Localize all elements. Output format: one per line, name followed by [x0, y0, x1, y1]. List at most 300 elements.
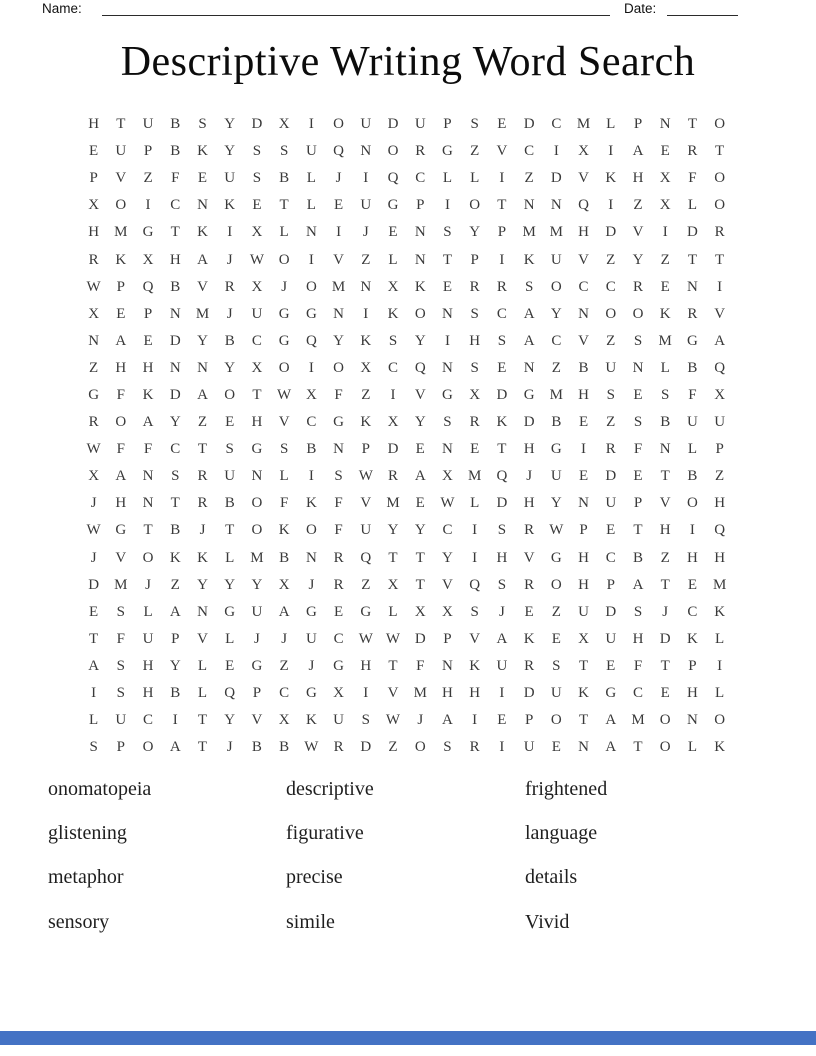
grid-letter: F [688, 386, 697, 403]
grid-letter: V [251, 712, 263, 729]
grid-letter: E [116, 305, 126, 322]
grid-letter: H [88, 116, 100, 133]
grid-letter: A [523, 305, 535, 322]
grid-letter: E [252, 197, 262, 214]
grid-letter: X [387, 278, 399, 295]
grid-letter: O [387, 143, 399, 160]
grid-letter: H [442, 685, 453, 702]
grid-letter: F [171, 170, 180, 187]
grid-letter: A [605, 712, 617, 729]
grid-letter: O [115, 414, 127, 431]
grid-letter: M [250, 549, 264, 566]
grid-letter: P [470, 251, 479, 268]
grid-letter: G [550, 441, 562, 458]
grid-letter: C [632, 685, 643, 702]
grid-letter: G [251, 657, 263, 674]
grid-letter: B [578, 359, 589, 376]
grid-letter: Z [361, 386, 371, 403]
grid-letter: M [549, 386, 563, 403]
grid-letter: M [576, 116, 591, 133]
grid-letter: I [472, 522, 478, 539]
grid-letter: W [549, 522, 564, 539]
grid-letter: V [197, 278, 208, 295]
grid-letter: A [442, 712, 453, 729]
grid-letter: N [197, 359, 208, 376]
grid-letter: U [605, 495, 617, 512]
grid-letter: P [633, 116, 643, 133]
grid-letter: G [605, 685, 617, 702]
grid-letter: X [578, 143, 589, 160]
grid-letter: S [116, 685, 125, 702]
word-item: precise [286, 866, 343, 889]
grid-letter: L [197, 685, 208, 702]
grid-letter: S [279, 441, 289, 458]
grid-letter: U [578, 603, 589, 620]
grid-letter: O [251, 495, 263, 512]
grid-letter: N [142, 495, 154, 512]
grid-letter: U [224, 468, 236, 485]
grid-letter: O [469, 197, 481, 214]
grid-letter: E [225, 657, 235, 674]
grid-letter: I [363, 305, 369, 322]
grid-letter: X [442, 603, 453, 620]
word-item: Vivid [525, 910, 570, 933]
grid-letter: L [470, 170, 480, 187]
grid-letter: P [443, 630, 452, 647]
grid-letter: R [714, 224, 725, 241]
grid-letter: B [687, 468, 698, 485]
grid-letter: I [363, 685, 369, 702]
grid-letter: H [578, 386, 589, 403]
grid-letter: C [578, 278, 589, 295]
grid-letter: L [388, 251, 398, 268]
grid-letter: N [414, 251, 426, 268]
grid-letter: G [523, 386, 535, 403]
grid-letter: H [632, 630, 644, 647]
grid-letter: T [197, 441, 208, 458]
grid-letter: D [523, 414, 535, 431]
grid-letter: D [496, 495, 508, 512]
grid-letter: Q [142, 278, 154, 295]
word-item: frightened [525, 777, 608, 800]
grid-letter: X [88, 305, 100, 322]
grid-letter: N [442, 441, 453, 458]
grid-letter: R [388, 468, 399, 485]
grid-letter: N [414, 224, 426, 241]
grid-letter: S [116, 657, 125, 674]
grid-letter: D [414, 630, 426, 647]
grid-letter: S [171, 468, 180, 485]
grid-letter: E [660, 278, 670, 295]
grid-letter: H [523, 441, 535, 458]
grid-letter: R [687, 143, 698, 160]
grid-letter: H [659, 522, 671, 539]
grid-letter: W [86, 278, 101, 295]
grid-letter: A [115, 468, 127, 485]
grid-letter: H [142, 685, 154, 702]
grid-letter: O [550, 278, 562, 295]
grid-letter: C [605, 278, 616, 295]
grid-letter: Z [143, 170, 153, 187]
grid-letter: N [169, 359, 181, 376]
grid-letter: I [308, 251, 314, 268]
grid-letter: J [498, 603, 505, 620]
grid-letter: Y [224, 143, 236, 160]
grid-letter: F [116, 386, 125, 403]
grid-letter: Q [714, 359, 726, 376]
grid-letter: M [631, 712, 645, 729]
grid-letter: H [88, 224, 100, 241]
grid-letter: P [252, 685, 262, 702]
grid-letter: Y [224, 712, 236, 729]
grid-letter: M [331, 278, 346, 295]
grid-letter: G [115, 522, 127, 539]
grid-letter: H [496, 549, 508, 566]
grid-letter: P [143, 143, 153, 160]
grid-letter: N [523, 197, 535, 214]
grid-letter: S [279, 143, 289, 160]
grid-letter: T [578, 712, 589, 729]
grid-letter: T [170, 224, 180, 241]
grid-letter: N [197, 603, 208, 620]
grid-letter: L [306, 170, 316, 187]
grid-letter: Z [470, 143, 480, 160]
grid-letter: E [606, 522, 616, 539]
grid-letter: H [632, 170, 644, 187]
grid-letter: P [89, 170, 98, 187]
grid-letter: C [143, 712, 154, 729]
grid-letter: S [470, 305, 479, 322]
grid-letter: B [279, 549, 290, 566]
grid-letter: D [523, 116, 535, 133]
grid-letter: U [305, 630, 317, 647]
grid-letter: M [386, 495, 400, 512]
grid-letter: J [281, 630, 288, 647]
grid-letter: H [115, 495, 127, 512]
grid-letter: N [442, 657, 453, 674]
grid-letter: E [497, 359, 507, 376]
word-item: figurative [286, 822, 364, 845]
grid-letter: F [116, 441, 125, 458]
grid-letter: W [358, 630, 373, 647]
grid-letter: Y [224, 116, 236, 133]
grid-letter: K [360, 332, 372, 349]
grid-letter: C [170, 441, 181, 458]
grid-letter: S [443, 739, 452, 756]
grid-letter: K [197, 549, 208, 566]
grid-letter: Z [89, 359, 99, 376]
grid-letter: Q [333, 143, 344, 160]
grid-letter: A [714, 332, 726, 349]
grid-letter: V [496, 143, 508, 160]
grid-letter: X [659, 170, 671, 187]
grid-letter: D [523, 685, 535, 702]
grid-letter: L [197, 657, 208, 674]
grid-letter: K [197, 143, 208, 160]
grid-letter: S [252, 170, 262, 187]
grid-letter: X [442, 468, 453, 485]
grid-letter: O [687, 495, 698, 512]
grid-letter: R [333, 576, 344, 593]
grid-letter: B [170, 522, 181, 539]
grid-letter: J [662, 603, 669, 620]
grid-letter: S [361, 712, 370, 729]
grid-letter: T [415, 576, 425, 593]
grid-letter: P [524, 712, 534, 729]
grid-letter: O [714, 197, 726, 214]
grid-letter: T [578, 657, 589, 674]
grid-letter: P [633, 495, 643, 512]
grid-letter: S [470, 116, 479, 133]
grid-letter: Q [496, 468, 508, 485]
grid-letter: K [659, 305, 671, 322]
grid-letter: Z [606, 332, 616, 349]
grid-letter: Q [360, 549, 372, 566]
grid-letter: I [91, 685, 97, 702]
grid-letter: C [442, 522, 453, 539]
grid-letter: P [361, 441, 370, 458]
grid-letter: E [687, 576, 697, 593]
grid-letter: P [116, 278, 125, 295]
grid-letter: G [305, 305, 317, 322]
grid-letter: V [414, 386, 426, 403]
grid-letter: N [333, 441, 344, 458]
grid-letter: H [469, 685, 481, 702]
grid-letter: R [197, 495, 208, 512]
grid-letter: E [633, 468, 643, 485]
grid-letter: D [687, 224, 698, 241]
grid-letter: A [523, 332, 535, 349]
grid-letter: K [523, 251, 535, 268]
grid-letter: E [606, 657, 616, 674]
grid-letter: E [225, 414, 235, 431]
grid-letter: R [469, 278, 480, 295]
grid-letter: K [578, 685, 589, 702]
date-label: Date: [624, 1, 657, 16]
grid-letter: D [169, 332, 181, 349]
grid-letter: Y [414, 522, 426, 539]
grid-letter: Y [469, 224, 481, 241]
grid-letter: B [632, 549, 643, 566]
grid-letter: N [197, 197, 208, 214]
grid-letter: K [142, 386, 154, 403]
grid-letter: F [633, 657, 643, 674]
grid-letter: L [687, 441, 697, 458]
grid-letter: H [578, 549, 589, 566]
grid-letter: R [524, 576, 535, 593]
grid-letter: K [414, 278, 426, 295]
grid-letter: L [225, 630, 235, 647]
grid-letter: Z [633, 197, 643, 214]
grid-letter: S [633, 332, 643, 349]
grid-letter: T [170, 495, 180, 512]
grid-letter: W [277, 386, 292, 403]
grid-letter: T [660, 468, 670, 485]
page-title: Descriptive Writing Word Search [120, 39, 696, 85]
grid-letter: N [169, 305, 181, 322]
grid-letter: N [305, 224, 317, 241]
grid-letter: D [88, 576, 100, 593]
grid-letter: B [660, 414, 671, 431]
grid-letter: K [387, 305, 399, 322]
grid-letter: C [687, 603, 698, 620]
grid-letter: S [497, 576, 507, 593]
name-label: Name: [42, 1, 82, 16]
grid-letter: J [308, 576, 315, 593]
grid-letter: K [360, 414, 372, 431]
grid-letter: V [278, 414, 290, 431]
grid-letter: Z [361, 576, 371, 593]
grid-letter: C [415, 170, 426, 187]
grid-letter: U [305, 143, 317, 160]
grid-letter: Q [224, 685, 236, 702]
grid-letter: O [659, 739, 671, 756]
grid-letter: Z [170, 576, 180, 593]
grid-letter: P [606, 576, 615, 593]
grid-letter: O [632, 305, 644, 322]
grid-letter: E [89, 603, 99, 620]
grid-letter: T [715, 143, 725, 160]
grid-letter: F [633, 441, 643, 458]
grid-letter: G [305, 685, 317, 702]
grid-letter: U [550, 468, 562, 485]
grid-letter: V [197, 630, 208, 647]
grid-letter: J [145, 576, 151, 593]
grid-letter: G [224, 603, 236, 620]
grid-letter: V [578, 251, 589, 268]
grid-letter: S [334, 468, 343, 485]
grid-letter: X [387, 576, 399, 593]
grid-letter: U [251, 603, 263, 620]
grid-letter: N [578, 495, 589, 512]
word-item: onomatopeia [48, 777, 152, 800]
grid-letter: A [169, 603, 181, 620]
grid-letter: F [279, 495, 289, 512]
grid-letter: M [549, 224, 563, 241]
grid-letter: H [251, 414, 263, 431]
grid-letter: R [632, 278, 643, 295]
grid-letter: L [470, 495, 480, 512]
grid-letter: Q [714, 522, 726, 539]
grid-letter: N [360, 278, 372, 295]
grid-letter: M [413, 685, 427, 702]
grid-letter: R [415, 143, 426, 160]
grid-letter: Y [224, 359, 236, 376]
grid-letter: Z [660, 251, 670, 268]
grid-letter: H [142, 359, 154, 376]
grid-letter: Y [224, 576, 236, 593]
grid-letter: Z [388, 739, 398, 756]
grid-letter: N [251, 468, 263, 485]
grid-letter: I [499, 251, 505, 268]
grid-letter: K [469, 657, 481, 674]
grid-letter: I [499, 170, 505, 187]
grid-letter: A [605, 739, 617, 756]
grid-letter: P [579, 522, 588, 539]
grid-letter: R [333, 739, 344, 756]
word-item: glistening [48, 822, 127, 845]
grid-letter: T [197, 739, 208, 756]
grid-letter: I [390, 386, 396, 403]
grid-letter: I [145, 197, 151, 214]
grid-letter: J [362, 224, 369, 241]
grid-letter: Z [606, 251, 616, 268]
grid-letter: H [578, 224, 589, 241]
grid-letter: I [608, 143, 614, 160]
grid-letter: B [687, 359, 698, 376]
grid-letter: U [605, 359, 617, 376]
grid-letter: P [497, 224, 507, 241]
grid-letter: E [660, 143, 670, 160]
name-blank-line [102, 1, 610, 16]
grid-letter: P [688, 657, 697, 674]
grid-letter: U [142, 630, 154, 647]
grid-letter: V [632, 224, 644, 241]
grid-letter: U [333, 712, 344, 729]
grid-letter: G [88, 386, 100, 403]
grid-letter: W [385, 630, 401, 647]
grid-letter: T [687, 116, 697, 133]
grid-letter: M [114, 224, 128, 241]
grid-letter: X [278, 576, 290, 593]
grid-letter: I [717, 657, 723, 674]
grid-letter: I [363, 170, 369, 187]
grid-letter: A [197, 386, 208, 403]
grid-letter: P [143, 305, 153, 322]
grid-letter: O [305, 522, 317, 539]
grid-letter: U [550, 251, 562, 268]
grid-letter: R [496, 278, 507, 295]
grid-letter: A [414, 468, 426, 485]
grid-letter: T [715, 251, 725, 268]
grid-letter: D [251, 116, 263, 133]
grid-letter: Z [279, 657, 289, 674]
grid-letter: K [687, 630, 698, 647]
grid-letter: S [470, 603, 479, 620]
grid-letter: J [90, 549, 97, 566]
grid-letter: E [578, 414, 589, 431]
grid-letter: W [86, 441, 101, 458]
grid-letter: Z [197, 414, 208, 431]
grid-letter: D [550, 170, 562, 187]
grid-letter: Y [333, 332, 344, 349]
grid-letter: H [469, 332, 481, 349]
grid-letter: X [469, 386, 481, 403]
grid-letter: Y [414, 414, 426, 431]
grid-letter: E [524, 603, 534, 620]
grid-letter: K [714, 603, 726, 620]
grid-letter: X [305, 386, 317, 403]
grid-letter: D [169, 386, 181, 403]
grid-letter: I [689, 522, 695, 539]
grid-letter: T [687, 251, 697, 268]
grid-letter: T [143, 522, 153, 539]
grid-letter: H [523, 495, 535, 512]
grid-letter: Y [251, 576, 263, 593]
grid-letter: I [499, 685, 505, 702]
grid-letter: D [605, 603, 617, 620]
grid-letter: V [659, 495, 671, 512]
grid-letter: X [659, 197, 671, 214]
grid-letter: N [305, 549, 317, 566]
grid-letter: L [606, 116, 616, 133]
grid-letter: U [360, 197, 372, 214]
grid-letter: T [89, 630, 99, 647]
grid-letter: Z [361, 251, 371, 268]
grid-letter: N [142, 468, 154, 485]
grid-letter: D [496, 386, 508, 403]
grid-letter: W [249, 251, 264, 268]
